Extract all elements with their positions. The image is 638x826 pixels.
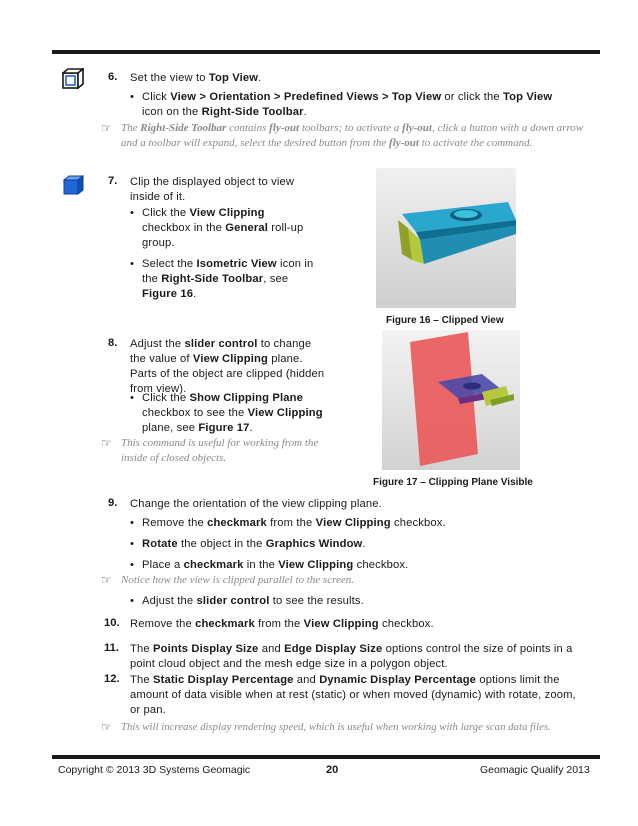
page-number: 20	[326, 764, 339, 776]
note: ☞ This will increase display rendering speed, which is useful when working with large scan data files.	[101, 720, 551, 734]
pointing-hand-icon: ☞	[101, 121, 112, 135]
note: ☞ The Right-Side Toolbar contains fly-out toolbars; to activate a fly-out, click a button with a down arrow and a toolbar will expand, select the desired button from the fly-out to activate the command.	[101, 121, 584, 149]
step-text: Set the view to Top View.	[130, 72, 262, 84]
figure-caption: Figure 17 – Clipping Plane Visible	[373, 477, 533, 488]
list-item: • Click View > Orientation > Predefined Views > Top View or click the Top View icon on the Right-Side Toolbar.	[130, 90, 570, 120]
pointing-hand-icon: ☞	[101, 720, 112, 734]
bullet-list	[130, 206, 315, 302]
footer-rule	[52, 755, 600, 759]
step-number: 8.	[108, 337, 118, 349]
step-text: Remove the checkmark from the View Clipping checkbox.	[130, 618, 434, 630]
step-number: 6.	[108, 71, 118, 83]
list-item: • Rotate the object in the Graphics Window.	[130, 537, 570, 552]
step-text: The Static Display Percentage and Dynamic Display Percentage options limit the amount of data visible when at rest (static) or when moved (dynamic) with rotate, zoom, or pan.	[130, 674, 576, 716]
figure-17-clipping-plane-image	[382, 330, 520, 470]
bullet-list	[130, 594, 570, 609]
note: ☞ This command is useful for working from the inside of closed objects.	[101, 436, 319, 464]
step-text: Change the orientation of the view clipping plane.	[130, 498, 382, 510]
figure-16-clipped-view-image	[376, 168, 516, 308]
bullet-list	[130, 90, 570, 120]
step-number: 11.	[104, 642, 119, 654]
step-text: Adjust the slider control to change the value of View Clipping plane. Parts of the object are clipped (hidden from view).	[130, 338, 325, 395]
step-number: 7.	[108, 175, 118, 187]
list-item: • Adjust the slider control to see the results.	[130, 594, 570, 609]
bullet-list	[130, 391, 325, 436]
list-item: • Remove the checkmark from the View Clipping checkbox.	[130, 516, 570, 531]
footer-product: Geomagic Qualify 2013	[480, 764, 590, 776]
pointing-hand-icon: ☞	[101, 436, 112, 450]
step-text: The Points Display Size and Edge Display Size options control the size of points in a point cloud object and the mesh edge size in a polygon object.	[130, 643, 573, 670]
step-number: 12.	[104, 673, 120, 685]
figure-caption: Figure 16 – Clipped View	[386, 315, 504, 326]
footer-copyright: Copyright © 2013 3D Systems Geomagic	[58, 764, 251, 776]
isometric-view-cube-icon	[62, 174, 84, 196]
list-item: • Place a checkmark in the View Clipping checkbox.	[130, 558, 570, 573]
pointing-hand-icon: ☞	[101, 573, 112, 587]
step-text: Clip the displayed object to view inside of it.	[130, 176, 295, 203]
list-item: • Select the Isometric View icon in the Right-Side Toolbar, see Figure 16.	[130, 257, 315, 302]
step-number: 9.	[108, 497, 118, 509]
top-view-cube-icon	[62, 68, 84, 90]
note: ☞ Notice how the view is clipped parallel to the screen.	[101, 573, 354, 587]
list-item: • Click the Show Clipping Plane checkbox to see the View Clipping plane, see Figure 17.	[130, 391, 325, 436]
header-rule	[52, 50, 600, 54]
step-number: 10.	[104, 617, 120, 629]
bullet-list	[130, 516, 570, 573]
list-item: • Click the View Clipping checkbox in the General roll-up group.	[130, 206, 315, 251]
